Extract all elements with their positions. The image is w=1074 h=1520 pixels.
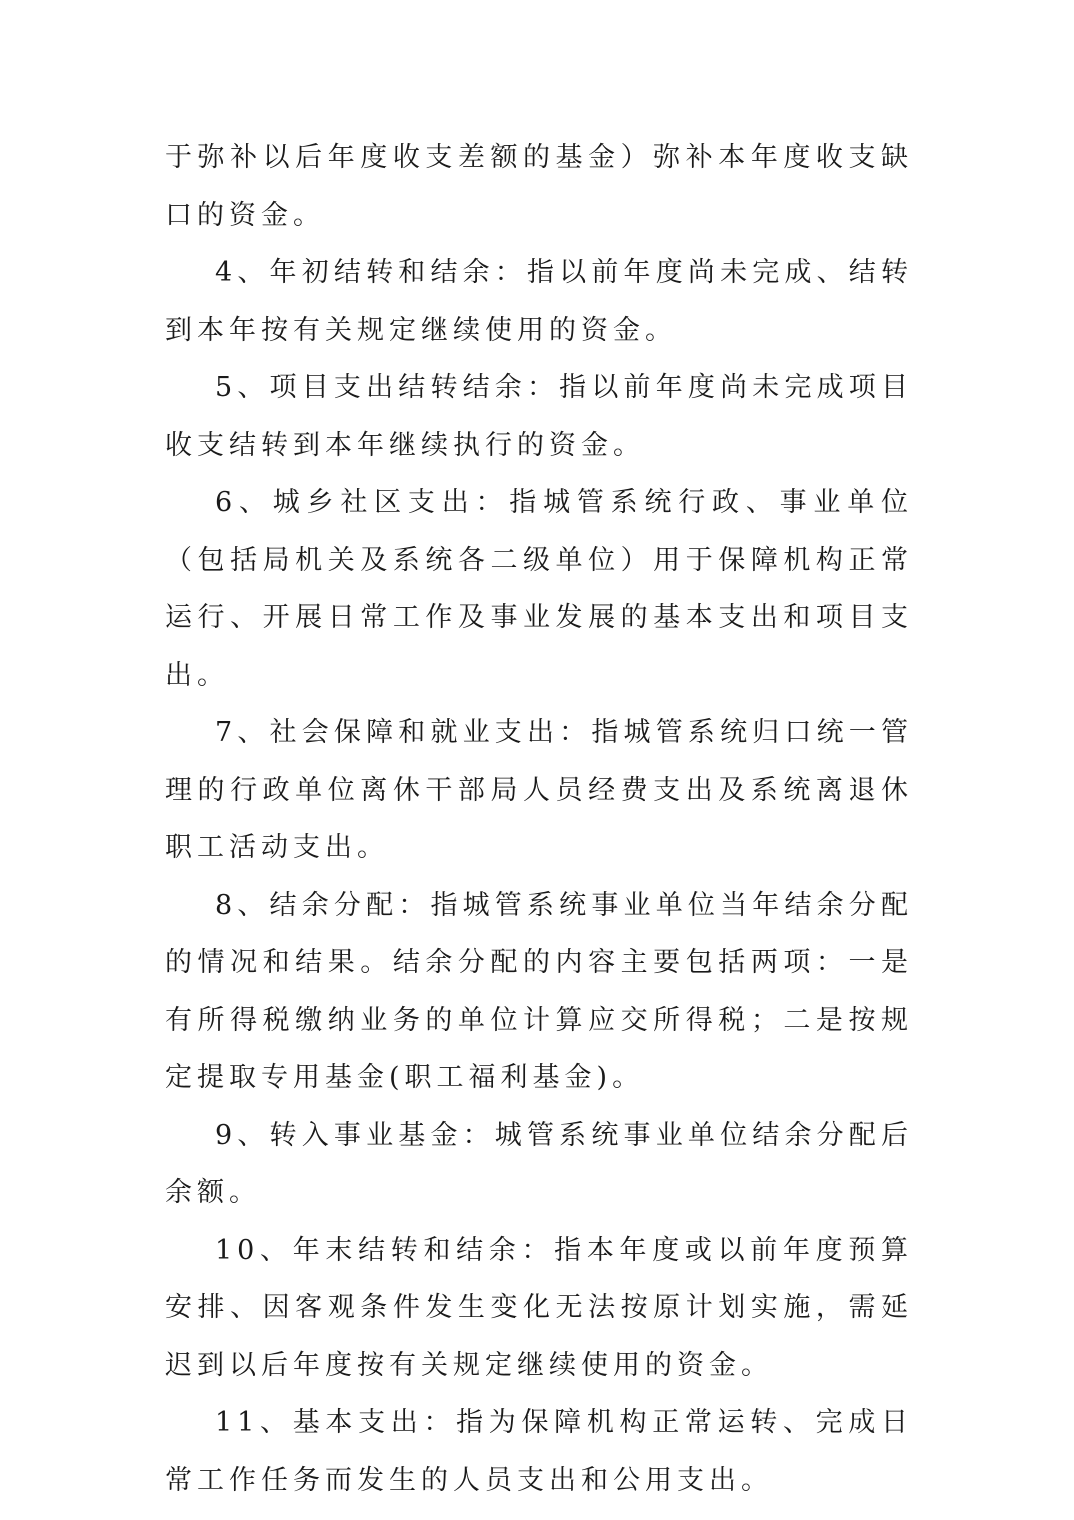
paragraph-item-6: 6、城乡社区支出：指城管系统行政、事业单位（包括局机关及系统各二级单位）用于保障机构正常运行、开展日常工作及事业发展的基本支出和项目支出。 [165, 487, 913, 691]
document-body [165, 129, 913, 1509]
paragraph-item-7: 7、社会保障和就业支出：指城管系统归口统一管理的行政单位离休干部局人员经费支出及系统离退休职工活动支出。 [165, 717, 913, 863]
paragraph-continuation: 于弥补以后年度收支差额的基金）弥补本年度收支缺口的资金。 [165, 142, 913, 231]
paragraph-item-9: 9、转入事业基金：城管系统事业单位结余分配后余额。 [165, 1119, 913, 1208]
paragraph-item-10: 10、年末结转和结余：指本年度或以前年度预算安排、因客观条件发生变化无法按原计划实施，需延迟到以后年度按有关规定继续使用的资金。 [165, 1234, 913, 1381]
paragraph-item-4: 4、年初结转和结余：指以前年度尚未完成、结转到本年按有关规定继续使用的资金。 [165, 257, 913, 346]
paragraph-item-8: 8、结余分配：指城管系统事业单位当年结余分配的情况和结果。结余分配的内容主要包括两项：一是有所得税缴纳业务的单位计算应交所得税；二是按规定提取专用基金(职工福利基金)。 [165, 889, 913, 1093]
paragraph-item-11: 11、基本支出：指为保障机构正常运转、完成日常工作任务而发生的人员支出和公用支出。 [165, 1407, 913, 1496]
paragraph-item-5: 5、项目支出结转结余：指以前年度尚未完成项目收支结转到本年继续执行的资金。 [165, 372, 913, 461]
